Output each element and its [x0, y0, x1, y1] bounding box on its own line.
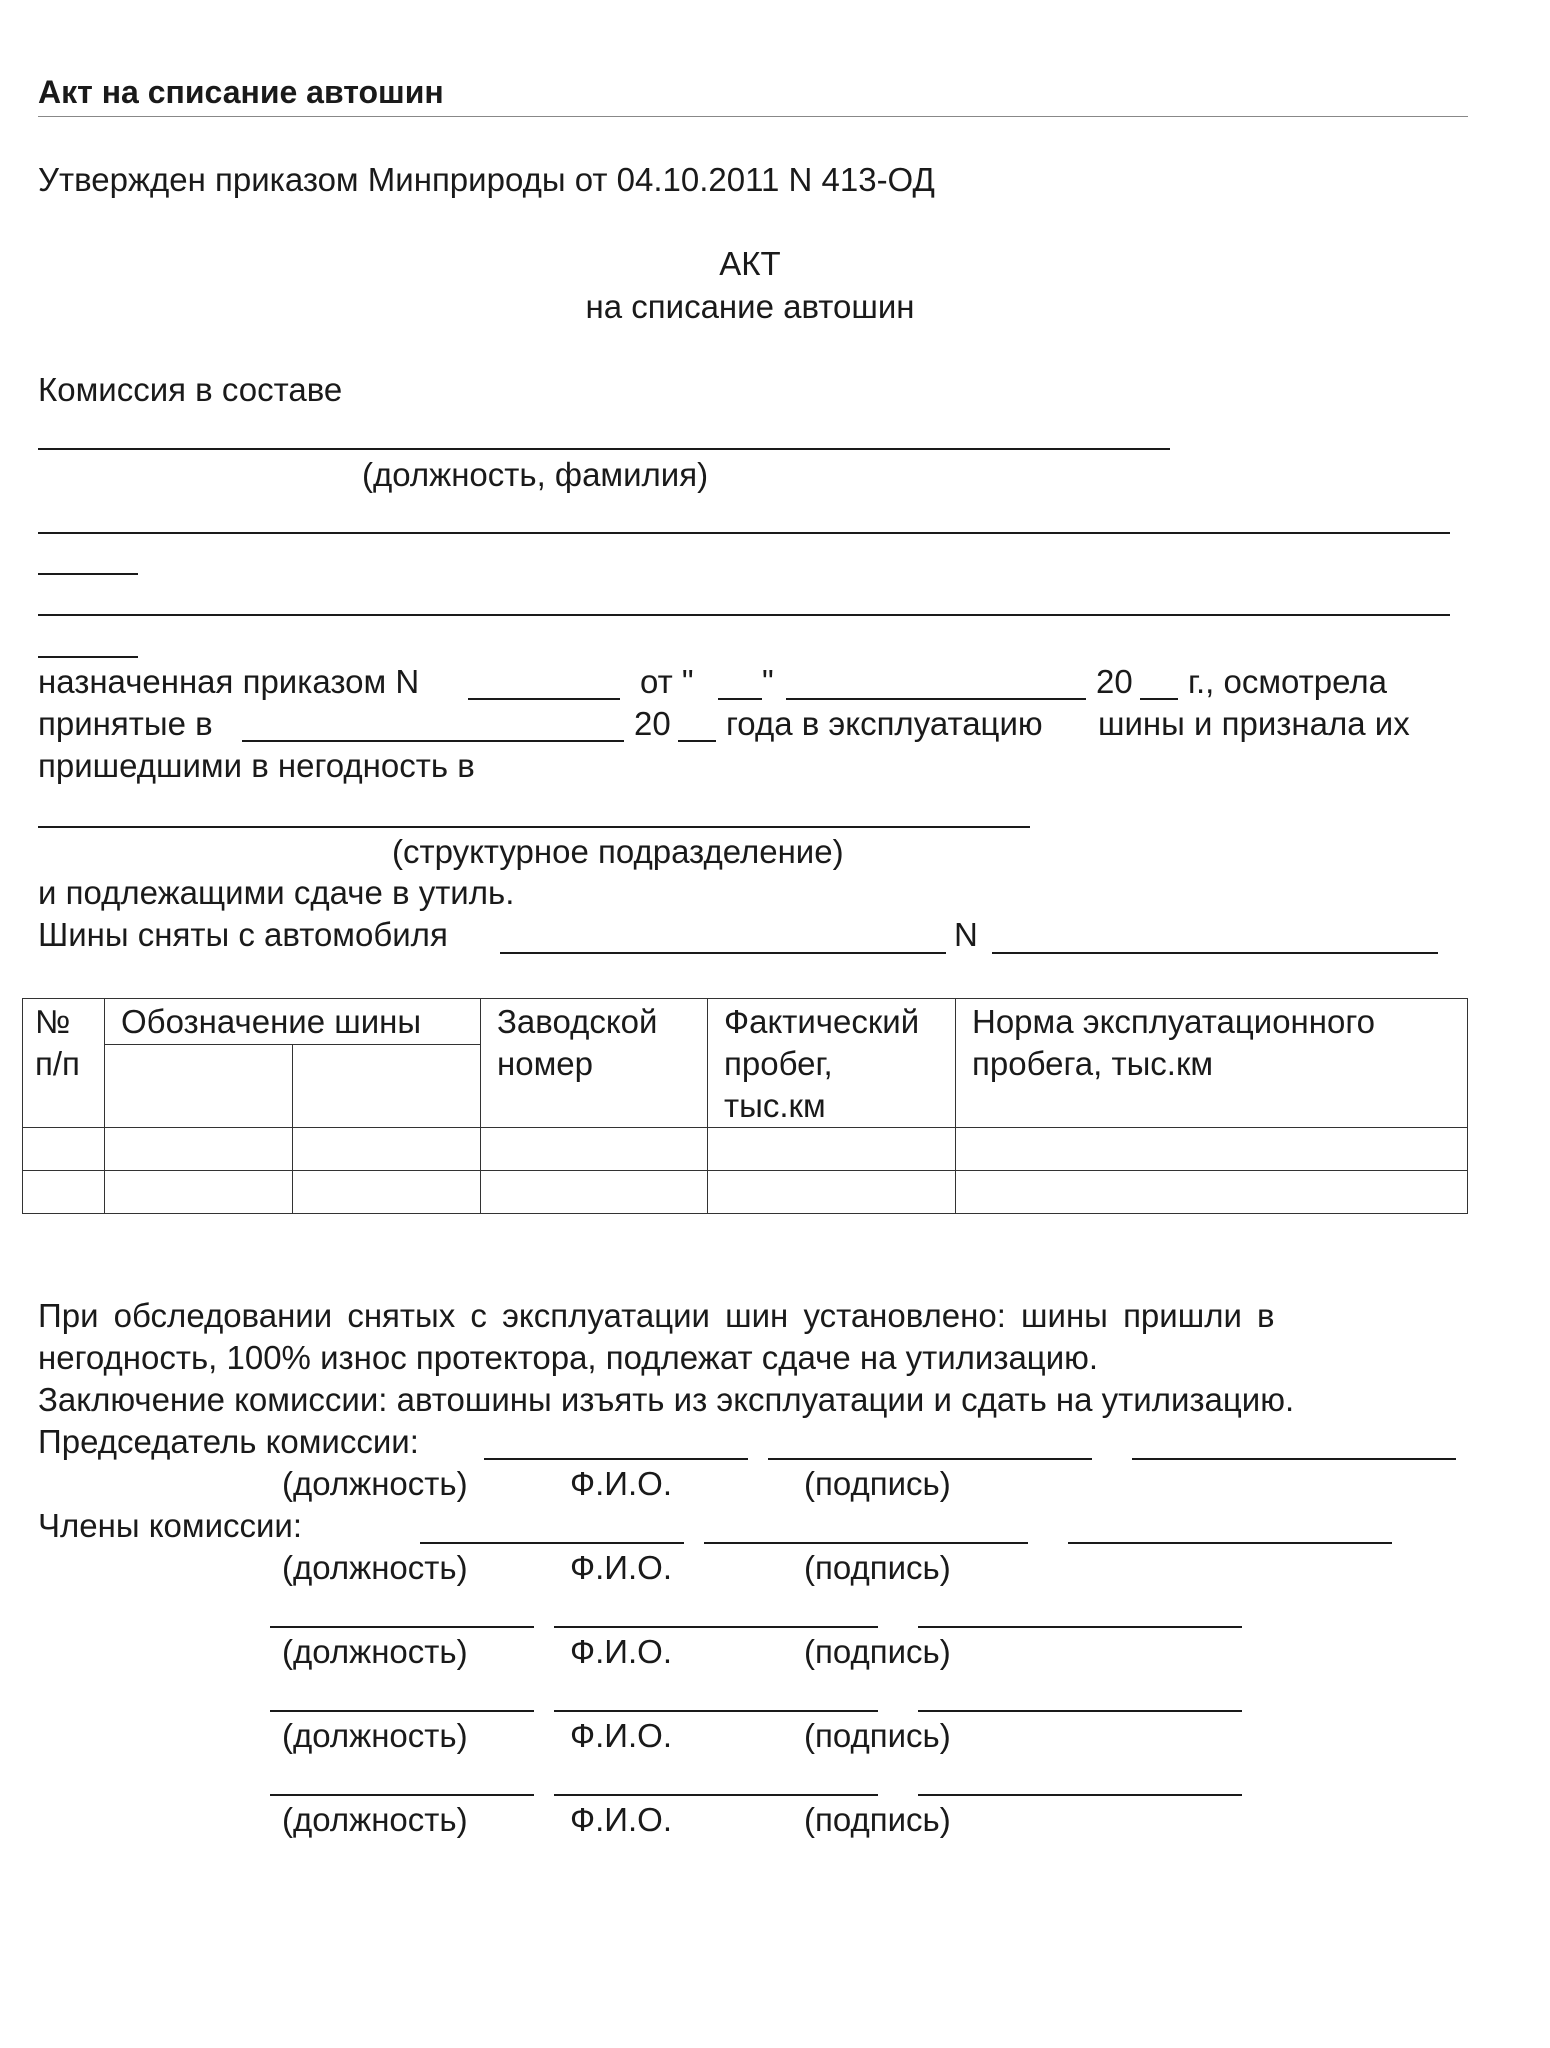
- department-blank[interactable]: [38, 826, 1030, 828]
- table-cell[interactable]: [293, 1171, 481, 1214]
- header-actual-line1: Фактический: [724, 1003, 920, 1040]
- chairman-hint-name: Ф.И.О.: [570, 1465, 672, 1502]
- commission-blank-1[interactable]: [38, 448, 1170, 450]
- table-cell[interactable]: [481, 1128, 708, 1171]
- order-accepted-text: принятые в: [38, 705, 213, 742]
- member2-position-blank[interactable]: [270, 1626, 534, 1628]
- act-title: АКТ: [719, 245, 781, 282]
- member2-name-blank[interactable]: [554, 1626, 878, 1628]
- member1-name-blank[interactable]: [704, 1542, 1028, 1544]
- header-cell-actual-mileage: [708, 999, 956, 1128]
- order-year-prefix: 20: [1096, 663, 1133, 700]
- member2-hint-name: Ф.И.О.: [570, 1633, 672, 1670]
- header-norm-line2: пробега, тыс.км: [972, 1045, 1214, 1082]
- vehicle-number-blank[interactable]: [992, 952, 1438, 954]
- commission-hint: (должность, фамилия): [362, 456, 709, 493]
- order-year-blank[interactable]: [1140, 698, 1178, 700]
- member1-signature-blank[interactable]: [1068, 1542, 1392, 1544]
- header-cell-designation: [105, 999, 481, 1045]
- document-header-title: Акт на списание автошин: [38, 74, 444, 110]
- commission-blank-3b[interactable]: [38, 656, 138, 658]
- table-cell[interactable]: [481, 1171, 708, 1214]
- order-day-blank[interactable]: [718, 698, 762, 700]
- member2-hint-signature: (подпись): [804, 1633, 951, 1670]
- commission-label: Комиссия в составе: [38, 371, 343, 408]
- member3-hint-signature: (подпись): [804, 1717, 951, 1754]
- chairman-position-blank[interactable]: [484, 1458, 748, 1460]
- scrap-text: и подлежащими сдаче в утиль.: [38, 874, 515, 911]
- table-row: [23, 1128, 1468, 1171]
- table-row: [23, 1171, 1468, 1214]
- order-unfit-text: пришедшими в негодность в: [38, 747, 475, 784]
- member3-hint-name: Ф.И.О.: [570, 1717, 672, 1754]
- order-recognized-text: шины и признала их: [1098, 705, 1410, 742]
- chairman-name-blank[interactable]: [768, 1458, 1092, 1460]
- table-cell[interactable]: [105, 1171, 293, 1214]
- table-cell[interactable]: [956, 1171, 1468, 1214]
- chairman-label: Председатель комиссии:: [38, 1423, 419, 1460]
- member1-hint-position: (должность): [282, 1549, 468, 1586]
- findings-line-3: Заключение комиссии: автошины изъять из эксплуатации и сдать на утилизацию.: [38, 1381, 1295, 1418]
- member4-hint-signature: (подпись): [804, 1801, 951, 1838]
- commission-blank-3[interactable]: [38, 614, 1450, 616]
- order-accepted-blank[interactable]: [242, 740, 624, 742]
- vehicle-text: Шины сняты с автомобиля: [38, 916, 448, 953]
- header-cell-no: [23, 999, 105, 1128]
- header-cell-designation-sub2: [293, 1044, 481, 1127]
- chairman-hint-position: (должность): [282, 1465, 468, 1502]
- order-number-blank[interactable]: [468, 698, 620, 700]
- member4-signature-blank[interactable]: [918, 1794, 1242, 1796]
- table-cell[interactable]: [708, 1171, 956, 1214]
- member4-hint-name: Ф.И.О.: [570, 1801, 672, 1838]
- header-actual-line2: пробег,: [724, 1045, 833, 1082]
- member2-hint-position: (должность): [282, 1633, 468, 1670]
- header-cell-norm-mileage: [956, 999, 1468, 1128]
- order-year2-blank[interactable]: [678, 740, 716, 742]
- members-label: Члены комиссии:: [38, 1507, 303, 1544]
- order-text-1: назначенная приказом N: [38, 663, 420, 700]
- member3-hint-position: (должность): [282, 1717, 468, 1754]
- header-no-line2: п/п: [35, 1045, 80, 1082]
- order-from-text: от ": [640, 663, 694, 700]
- table-cell[interactable]: [23, 1171, 105, 1214]
- header-no-line1: №: [35, 1003, 71, 1040]
- order-month-blank[interactable]: [786, 698, 1086, 700]
- header-cell-designation-sub1: [105, 1044, 293, 1127]
- header-serial-line2: номер: [497, 1045, 593, 1082]
- tires-table: [22, 998, 1468, 1214]
- member4-position-blank[interactable]: [270, 1794, 534, 1796]
- member3-signature-blank[interactable]: [918, 1710, 1242, 1712]
- member4-name-blank[interactable]: [554, 1794, 878, 1796]
- header-actual-line3: тыс.км: [724, 1087, 826, 1124]
- header-cell-serial: [481, 999, 708, 1128]
- department-hint: (структурное подразделение): [392, 833, 844, 870]
- member1-position-blank[interactable]: [420, 1542, 684, 1544]
- approval-line: Утвержден приказом Минприроды от 04.10.2011 N 413-ОД: [38, 161, 935, 198]
- table-cell[interactable]: [956, 1128, 1468, 1171]
- order-operation-text: года в эксплуатацию: [726, 705, 1043, 742]
- member3-name-blank[interactable]: [554, 1710, 878, 1712]
- commission-blank-2b[interactable]: [38, 573, 138, 575]
- member1-hint-name: Ф.И.О.: [570, 1549, 672, 1586]
- member2-signature-blank[interactable]: [918, 1626, 1242, 1628]
- findings-line-2: негодность, 100% износ протектора, подлежат сдаче на утилизацию.: [38, 1339, 1099, 1376]
- header-norm-line1: Норма эксплуатационного: [972, 1003, 1376, 1040]
- findings-line-1: При обследовании снятых с эксплуатации шин установлено: шины пришли в: [38, 1297, 1275, 1334]
- table-cell[interactable]: [708, 1128, 956, 1171]
- header-designation-text: Обозначение шины: [121, 1003, 422, 1040]
- chairman-signature-blank[interactable]: [1132, 1458, 1456, 1460]
- act-subtitle: на списание автошин: [585, 288, 915, 325]
- document-header: [38, 72, 1468, 117]
- header-serial-line1: Заводской: [497, 1003, 658, 1040]
- order-year2-prefix: 20: [634, 705, 671, 742]
- order-quote-close: ": [762, 663, 774, 700]
- table-cell[interactable]: [23, 1128, 105, 1171]
- commission-blank-2[interactable]: [38, 532, 1450, 534]
- member3-position-blank[interactable]: [270, 1710, 534, 1712]
- member4-hint-position: (должность): [282, 1801, 468, 1838]
- vehicle-blank[interactable]: [500, 952, 946, 954]
- order-inspected-text: г., осмотрела: [1188, 663, 1388, 700]
- table-cell[interactable]: [293, 1128, 481, 1171]
- chairman-hint-signature: (подпись): [804, 1465, 951, 1502]
- member1-hint-signature: (подпись): [804, 1549, 951, 1586]
- vehicle-number-label: N: [954, 916, 978, 953]
- table-cell[interactable]: [105, 1128, 293, 1171]
